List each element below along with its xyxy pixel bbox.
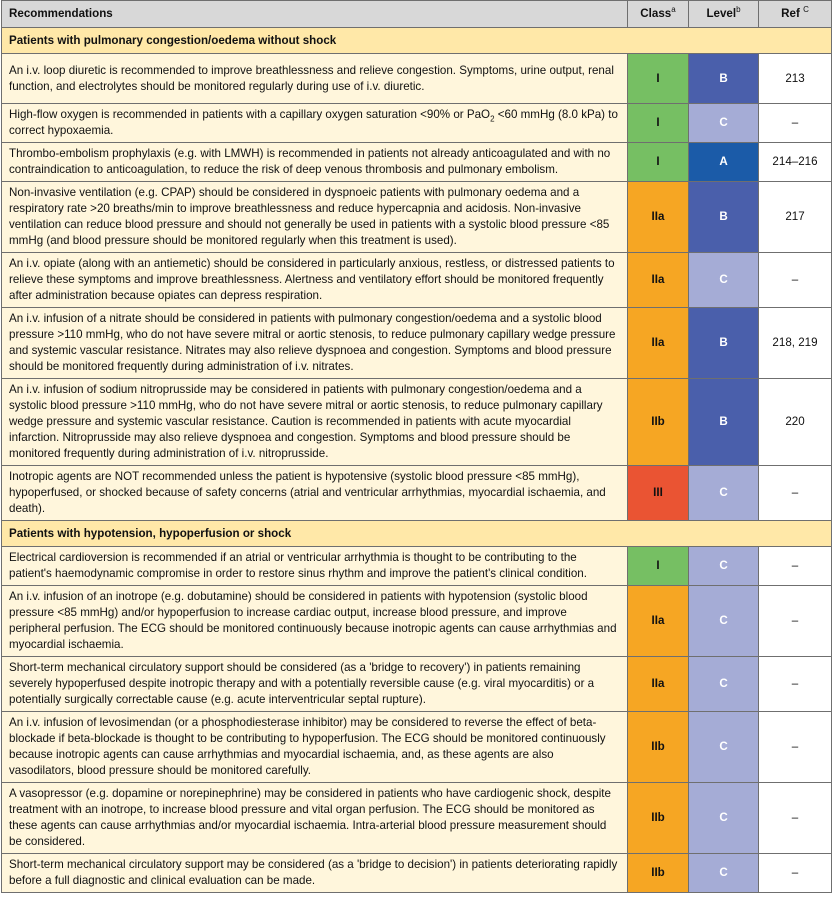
recommendation-text: Short-term mechanical circulatory support may be considered (as a 'bridge to decision') in patients deteriorating rapidly before a full diagnostic and clinical evaluation can be made.: [2, 854, 628, 893]
level-cell: C: [689, 253, 759, 308]
recommendation-text: An i.v. loop diuretic is recommended to improve breathlessness and relieve congestion. Symptoms, urine output, renal function, and electrolytes should be monitored regularly during use of i.v. diuretic.: [2, 54, 628, 104]
header-row: [2, 1, 832, 28]
class-cell: I: [628, 104, 689, 143]
table-row: [2, 466, 832, 521]
table-row: [2, 547, 832, 586]
level-cell: B: [689, 308, 759, 379]
header-class: Class$^a$: [628, 1, 689, 28]
ref-cell: –: [759, 253, 832, 308]
ref-cell: –: [759, 854, 832, 893]
recommendation-text: Electrical cardioversion is recommended if an atrial or ventricular arrhythmia is thought to be contributing to the patient's haemodynamic compromise in order to restore sinus rhythm and improve the patient's clinical condition.: [2, 547, 628, 586]
ref-cell: –: [759, 783, 832, 854]
header-recommendations: Recommendations: [2, 1, 628, 28]
level-cell: C: [689, 783, 759, 854]
table-row: [2, 712, 832, 783]
level-cell: C: [689, 104, 759, 143]
ref-cell: 213: [759, 54, 832, 104]
level-cell: C: [689, 712, 759, 783]
ref-cell: 217: [759, 182, 832, 253]
level-cell: C: [689, 547, 759, 586]
ref-cell: 218, 219: [759, 308, 832, 379]
section-header-row: [2, 28, 832, 54]
class-cell: IIa: [628, 253, 689, 308]
ref-cell: –: [759, 712, 832, 783]
class-cell: I: [628, 143, 689, 182]
class-cell: IIa: [628, 182, 689, 253]
section-header-row: [2, 521, 832, 547]
recommendation-text: An i.v. infusion of sodium nitroprusside may be considered in patients with pulmonary congestion/oedema and a systolic blood pressure >110 mmHg, who do not have severe mitral or aortic stenosis, to reduce pulmonary capillary wedge pressure and systemic vascular resistance. Caution is recommended in patients with acute myocardial infarction. Nitroprusside may also relieve dyspnoea and congestion. Symptoms and blood pressure should be monitored frequently during administration of i.v. nitroprusside.: [2, 379, 628, 466]
recommendation-text: Short-term mechanical circulatory support should be considered (as a 'bridge to recovery') in patients remaining severely hypoperfused despite inotropic therapy and with a potentially reversible cause (e.g. viral myocarditis) or a potentially surgically correctable cause (e.g. acute interventricular septal rupture).: [2, 657, 628, 712]
table-row: [2, 182, 832, 253]
recommendation-text: An i.v. infusion of levosimendan (or a phosphodiesterase inhibitor) may be considered to reverse the effect of beta-blockade if beta-blockade is thought to be contributing to hypoperfusion. The ECG should be monitored continuously because inotropic agents can cause arrhythmias and myocardial ischaemia, and, as these agents are also vasodilators, blood pressure should be monitored carefully.: [2, 712, 628, 783]
table-row: [2, 143, 832, 182]
table-row: [2, 854, 832, 893]
class-cell: I: [628, 547, 689, 586]
ref-cell: 214–216: [759, 143, 832, 182]
level-cell: C: [689, 466, 759, 521]
recommendation-text: An i.v. infusion of an inotrope (e.g. dobutamine) should be considered in patients with hypotension (systolic blood pressure <85 mmHg) and/or hypoperfusion to increase cardiac output, increase blood pressure, and improve peripheral perfusion. The ECG should be monitored continuously because inotropic agents can cause arrhythmias and myocardial ischaemia.: [2, 586, 628, 657]
ref-cell: –: [759, 104, 832, 143]
level-cell: B: [689, 182, 759, 253]
recommendations-table: [1, 0, 832, 893]
table-row: [2, 783, 832, 854]
level-cell: B: [689, 54, 759, 104]
level-cell: C: [689, 854, 759, 893]
section-title: Patients with hypotension, hypoperfusion or shock: [2, 521, 832, 547]
table-row: [2, 104, 832, 143]
class-cell: III: [628, 466, 689, 521]
table-row: [2, 54, 832, 104]
class-cell: I: [628, 54, 689, 104]
ref-cell: 220: [759, 379, 832, 466]
level-cell: A: [689, 143, 759, 182]
recommendation-text: Thrombo-embolism prophylaxis (e.g. with LMWH) is recommended in patients not already anticoagulated and with no contraindication to anticoagulation, to reduce the risk of deep venous thrombosis and pulmonary embolism.: [2, 143, 628, 182]
recommendation-text: Inotropic agents are NOT recommended unless the patient is hypotensive (systolic blood pressure <85 mmHg), hypoperfused, or shocked because of safety concerns (atrial and ventricular arrhythmias, myocardial ischaemia, and death).: [2, 466, 628, 521]
recommendation-text: An i.v. opiate (along with an antiemetic) should be considered in particularly anxious, restless, or distressed patients to relieve these symptoms and improve breathlessness. Alertness and ventilatory effort should be monitored frequently after administration because opiates can depress respiration.: [2, 253, 628, 308]
class-cell: IIb: [628, 783, 689, 854]
class-cell: IIa: [628, 308, 689, 379]
recommendation-text: An i.v. infusion of a nitrate should be considered in patients with pulmonary congestion/oedema and a systolic blood pressure >110 mmHg, who do not have severe mitral or aortic stenosis, to reduce pulmonary capillary wedge pressure and systemic vascular resistance. Nitrates may also relieve dyspnoea and congestion. Symptoms and blood pressure should be monitored frequently during administration of i.v. nitrates.: [2, 308, 628, 379]
class-cell: IIb: [628, 854, 689, 893]
class-cell: IIb: [628, 379, 689, 466]
level-cell: C: [689, 657, 759, 712]
table-row: [2, 379, 832, 466]
table-row: [2, 308, 832, 379]
recommendation-text: Non-invasive ventilation (e.g. CPAP) should be considered in dyspnoeic patients with pulmonary oedema and a respiratory rate >20 breaths/min to improve breathlessness and reduce hypercapnia and acidosis. Non-invasive ventilation can reduce blood pressure and should not generally be used in patients with a systolic blood pressure <85 mmHg (and blood pressure should be monitored regularly when this treatment is used).: [2, 182, 628, 253]
table-row: [2, 657, 832, 712]
header-ref: Ref $^C$: [759, 1, 832, 28]
level-cell: B: [689, 379, 759, 466]
recommendation-text: A vasopressor (e.g. dopamine or norepinephrine) may be considered in patients who have cardiogenic shock, despite treatment with an inotrope, to increase blood pressure and vital organ perfusion. The ECG should be monitored as these agents can cause arrhythmias and/or myocardial ischaemia. Intra-arterial blood pressure measurement should be considered.: [2, 783, 628, 854]
table-row: [2, 586, 832, 657]
ref-cell: –: [759, 547, 832, 586]
class-cell: IIa: [628, 586, 689, 657]
ref-cell: –: [759, 657, 832, 712]
table-row: [2, 253, 832, 308]
level-cell: C: [689, 586, 759, 657]
class-cell: IIb: [628, 712, 689, 783]
class-cell: IIa: [628, 657, 689, 712]
ref-cell: –: [759, 466, 832, 521]
ref-cell: –: [759, 586, 832, 657]
recommendation-text: High-flow oxygen is recommended in patients with a capillary oxygen saturation <90% or PaO$_2$ <60 mmHg (8.0 kPa) to correct hypoxaemia.: [2, 104, 628, 143]
section-title: Patients with pulmonary congestion/oedema without shock: [2, 28, 832, 54]
header-level: Level$^b$: [689, 1, 759, 28]
